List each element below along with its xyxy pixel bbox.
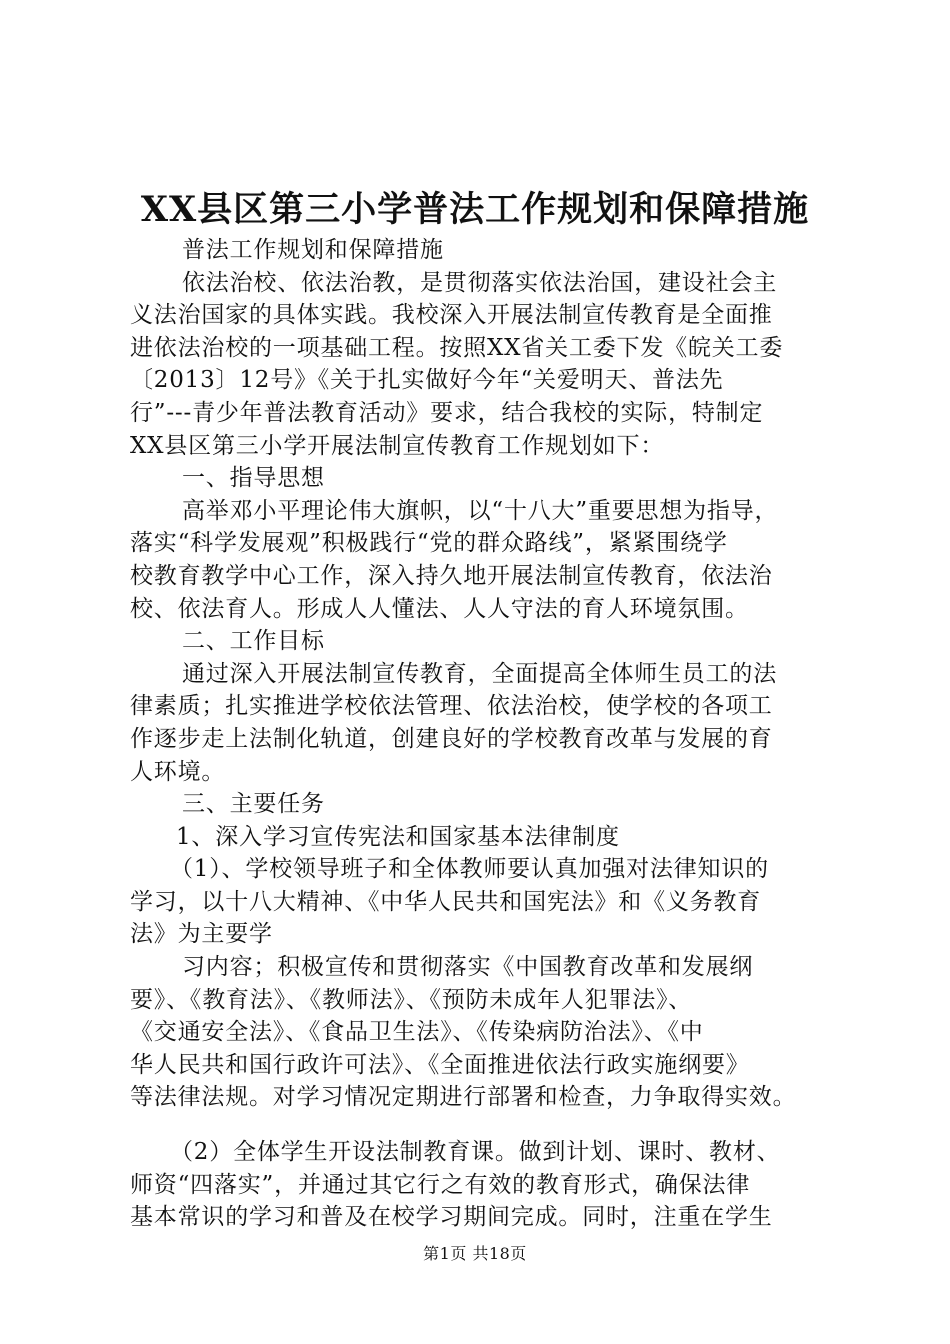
paragraph-line: （1）、学校领导班子和全体教师要认真加强对法律知识的	[170, 856, 769, 883]
section-heading: 三、主要任务	[182, 791, 325, 818]
paragraph-line: XX县区第三小学开展法制宣传教育工作规划如下：	[130, 432, 665, 459]
paragraph-line: 高举邓小平理论伟大旗帜，以“十八大”重要思想为指导，	[182, 497, 779, 524]
paragraph-line: 学习，以十八大精神、《中华人民共和国宪法》和《义务教育	[130, 888, 762, 915]
subsection-heading: 1、深入学习宣传宪法和国家基本法律制度	[176, 823, 620, 850]
paragraph-line: 校、依法育人。形成人人懂法、人人守法的育人环境氛围。	[130, 595, 749, 622]
paragraph-line: 通过深入开展法制宣传教育，全面提高全体师生员工的法	[182, 660, 777, 687]
paragraph-line: 法》为主要学	[130, 921, 273, 948]
page-number-footer: 第1页 共18页	[423, 1244, 527, 1263]
paragraph-line: 义法治国家的具体实践。我校深入开展法制宣传教育是全面推	[130, 302, 773, 329]
paragraph-line: 华人民共和国行政许可法》、《全面推进依法行政实施纲要》	[130, 1051, 750, 1078]
paragraph-line: 行”---青少年普法教育活动》要求，结合我校的实际，特制定	[130, 399, 764, 426]
document-title: XX县区第三小学普法工作规划和保障措施	[140, 189, 810, 230]
subtitle-line: 普法工作规划和保障措施	[182, 237, 444, 263]
section-heading: 一、指导思想	[182, 465, 325, 492]
paragraph-line: （2）全体学生开设法制教育课。做到计划、课时、教材、	[170, 1139, 781, 1166]
paragraph-gap	[130, 1114, 830, 1136]
paragraph-line: 等法律法规。对学习情况定期进行部署和检查，力争取得实效。	[130, 1084, 797, 1111]
paragraph-line: 校教育教学中心工作，深入持久地开展法制宣传教育，依法治	[130, 562, 773, 589]
paragraph-line: 要》、《教育法》、《教师法》、《预防未成年人犯罪法》、	[130, 986, 693, 1013]
section-heading: 二、工作目标	[182, 628, 325, 655]
paragraph-line: 《交通安全法》、《食品卫生法》、《传染病防治法》、《中	[130, 1019, 704, 1046]
paragraph-line: 律素质；扎实推进学校依法管理、依法治校，使学校的各项工	[130, 693, 773, 720]
paragraph-line: 落实“科学发展观”积极践行“党的群众路线”，紧紧围绕学	[130, 530, 728, 557]
paragraph-line: 依法治校、依法治教，是贯彻落实依法治国，建设社会主	[182, 269, 777, 296]
paragraph-line: 师资“四落实”，并通过其它行之有效的教育形式，确保法律	[130, 1171, 751, 1198]
paragraph-line: 进依法治校的一项基础工程。按照XX省关工委下发《皖关工委	[130, 334, 784, 361]
paragraph-line: 基本常识的学习和普及在校学习期间完成。同时，注重在学生	[130, 1204, 773, 1231]
document-body	[130, 234, 830, 1234]
paragraph-line: 〔2013〕12号》《关于扎实做好今年“关爱明天、普法先	[130, 367, 724, 394]
paragraph-line: 习内容；积极宣传和贯彻落实《中国教育改革和发展纲	[182, 954, 754, 981]
paragraph-line: 作逐步走上法制化轨道，创建良好的学校教育改革与发展的育	[130, 725, 773, 752]
paragraph-line: 人环境。	[130, 758, 226, 785]
